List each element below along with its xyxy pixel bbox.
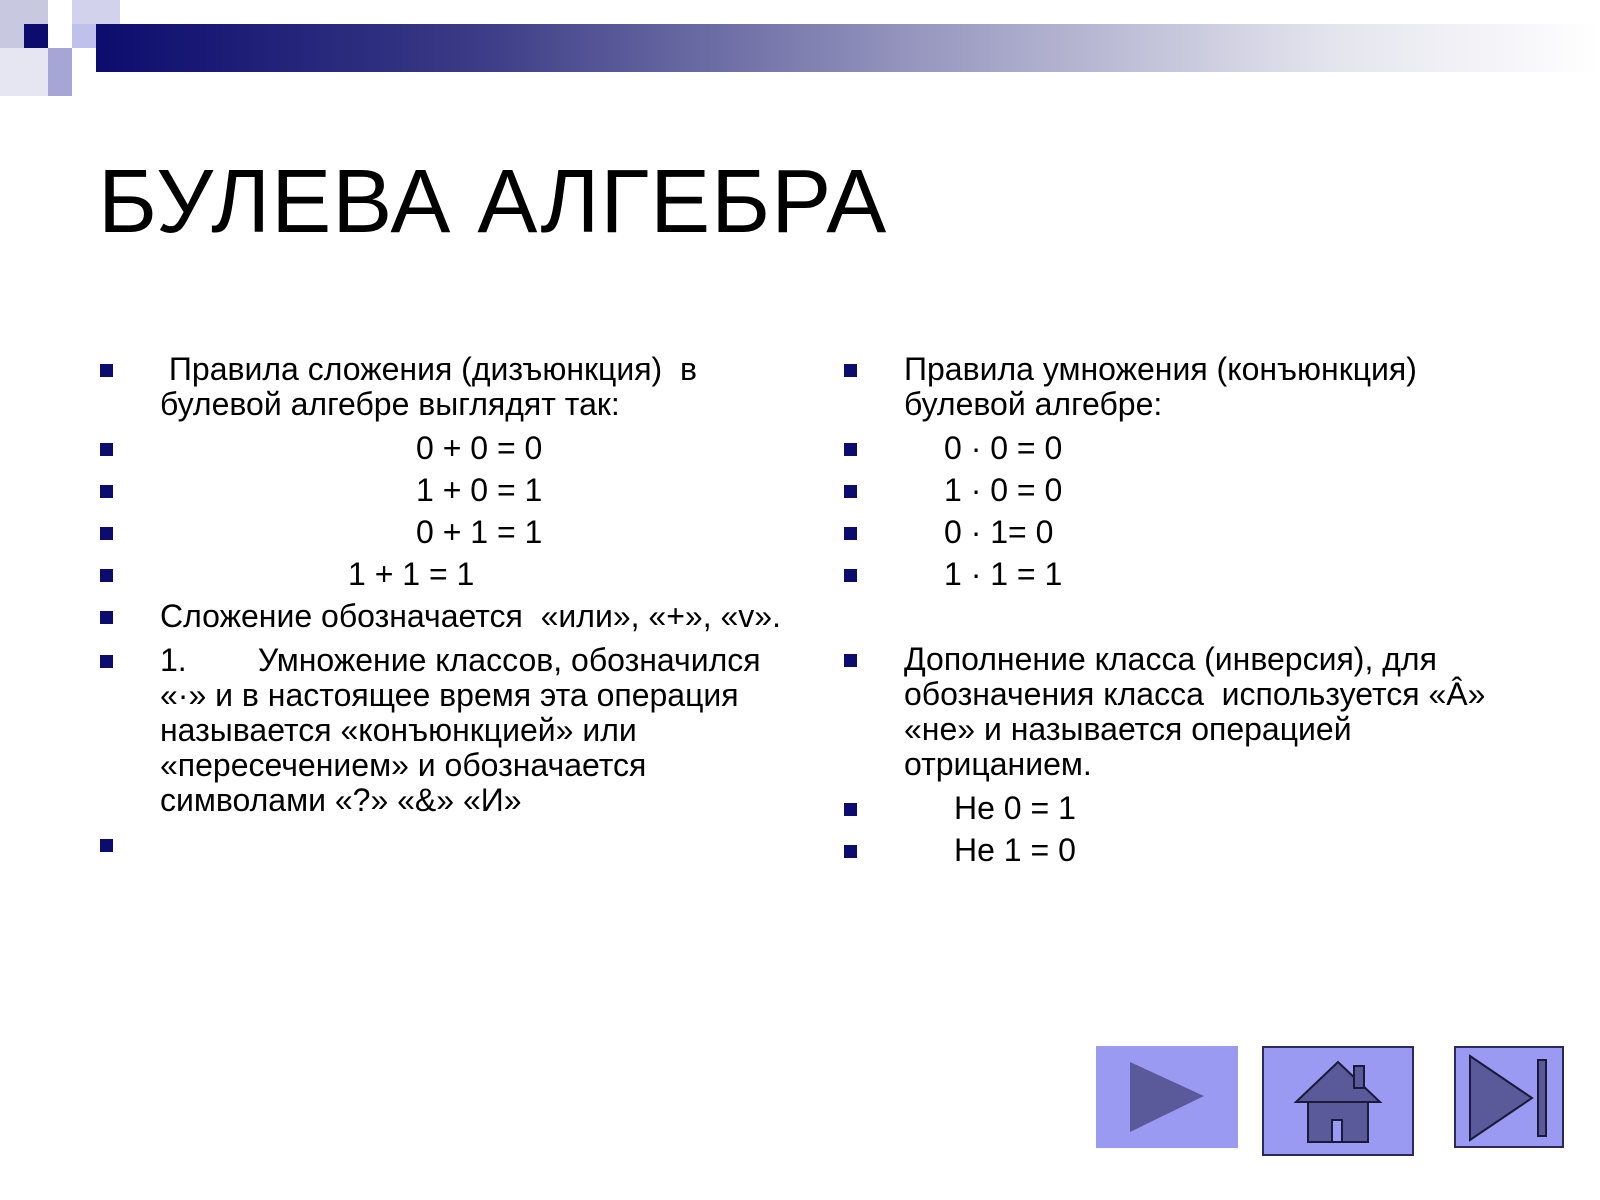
bullet-square-icon xyxy=(100,527,113,540)
right-column xyxy=(840,352,1540,868)
list-item xyxy=(96,827,786,862)
addition-rule: 0 + 0 = 0 xyxy=(416,430,543,466)
multiplication-rule: 1 · 1 = 1 xyxy=(944,556,1063,592)
skip-to-end-icon xyxy=(1456,1048,1562,1146)
conjunction-description: 1. Умножение классов, обозначился «·» и в настоящее время эта операция называется «конъюнкцией» или «пересечением» и обозначается символами «?» «&» «И» xyxy=(160,642,779,818)
bullet-square-icon xyxy=(844,527,857,540)
bullet-square-icon xyxy=(844,485,857,498)
multiplication-rules-intro: Правила умножения (конъюнкция) булевой алгебре: xyxy=(904,351,1426,422)
bullet-square-icon xyxy=(100,485,113,498)
header-square xyxy=(0,48,48,96)
header-square xyxy=(48,72,72,96)
header-gradient-bar xyxy=(96,24,1600,72)
bullet-square-icon xyxy=(100,655,113,668)
bullet-square-icon xyxy=(100,611,113,624)
list-item xyxy=(840,557,1540,592)
bullet-square-icon xyxy=(844,845,857,858)
multiplication-rule: 0 · 0 = 0 xyxy=(944,430,1063,466)
next-slide-button[interactable] xyxy=(1096,1046,1238,1148)
bullet-square-icon xyxy=(100,569,113,582)
list-item xyxy=(96,515,786,550)
multiplication-rule: 1 · 0 = 0 xyxy=(944,472,1063,508)
list-item xyxy=(840,352,1540,422)
bullet-square-icon xyxy=(844,654,857,667)
bullet-square-icon xyxy=(100,443,113,456)
addition-rule: 1 + 1 = 1 xyxy=(348,556,475,592)
addition-notation: Сложение обозначается «или», «+», «v». xyxy=(160,598,781,634)
last-slide-button[interactable] xyxy=(1454,1046,1564,1148)
list-item xyxy=(96,352,786,422)
negation-rule: Не 0 = 1 xyxy=(954,790,1076,826)
slide-title: БУЛЕВА АЛГЕБРА xyxy=(98,152,888,252)
list-item xyxy=(96,431,786,466)
play-triangle-icon xyxy=(1096,1046,1238,1148)
house-icon xyxy=(1264,1048,1412,1154)
multiplication-rule: 0 · 1= 0 xyxy=(944,514,1054,550)
list-item xyxy=(840,431,1540,466)
negation-rule: Не 1 = 0 xyxy=(954,832,1076,868)
bullet-square-icon xyxy=(844,364,857,377)
addition-rule: 1 + 0 = 1 xyxy=(416,472,543,508)
left-column xyxy=(96,352,786,862)
bullet-square-icon xyxy=(100,839,113,852)
list-item xyxy=(840,642,1540,782)
list-item xyxy=(840,833,1540,868)
list-item xyxy=(96,557,786,592)
bullet-square-icon xyxy=(844,803,857,816)
bullet-square-icon xyxy=(844,443,857,456)
list-item xyxy=(96,643,786,818)
addition-rule: 0 + 1 = 1 xyxy=(416,514,543,550)
list-item xyxy=(840,473,1540,508)
addition-rules-intro: Правила сложения (дизъюнкция) в булевой алгебре выглядят так: xyxy=(160,351,706,422)
list-item xyxy=(840,515,1540,550)
list-item xyxy=(96,599,786,634)
home-button[interactable] xyxy=(1262,1046,1414,1156)
list-item xyxy=(96,473,786,508)
inversion-description: Дополнение класса (инверсия), для обозначения класса используется «Â» «не» и называется операцией отрицанием. xyxy=(904,641,1504,782)
header-square xyxy=(24,24,48,48)
header-square xyxy=(48,48,72,72)
list-item xyxy=(840,791,1540,826)
bullet-square-icon xyxy=(100,364,113,377)
bullet-square-icon xyxy=(844,569,857,582)
